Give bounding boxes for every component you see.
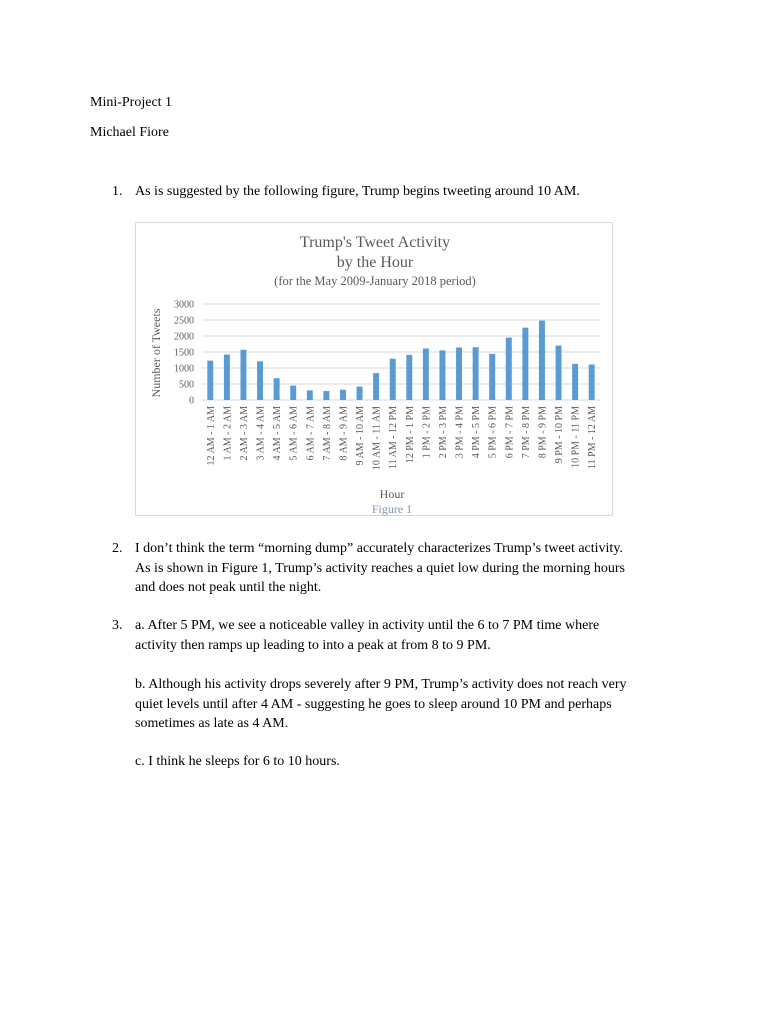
chart-x-tick-label: 3 PM - 4 PM: [454, 406, 466, 459]
item-2-number: 2.: [112, 541, 123, 556]
chart-bar: [439, 350, 445, 400]
item-3a-line: a. After 5 PM, we see a noticeable valley in activity until the 6 to 7 PM time where: [135, 618, 600, 633]
item-2-line: and does not peak until the night.: [135, 580, 322, 595]
chart-y-tick-label: 3000: [174, 299, 194, 311]
chart-y-tick-label: 2500: [174, 315, 194, 327]
chart-x-tick-label: 2 PM - 3 PM: [437, 406, 449, 459]
chart-title: Trump's Tweet Activity: [299, 234, 451, 251]
chart-bar: [207, 361, 213, 400]
chart-bar: [572, 364, 578, 400]
chart-bar: [489, 354, 495, 400]
item-1-text: [135, 182, 695, 202]
chart-y-tick-label: 500: [179, 379, 194, 391]
chart-x-tick-label: 12 AM - 1 AM: [205, 406, 217, 466]
chart-x-tick-label: 4 AM - 5 AM: [272, 406, 284, 461]
chart-x-tick-label: 2 AM - 3 AM: [238, 406, 250, 461]
chart-bar: [373, 373, 379, 400]
figure-1-chart: [135, 222, 613, 516]
chart-bar: [589, 364, 595, 400]
chart-x-tick-label: 3 AM - 4 AM: [255, 406, 267, 461]
chart-subtitle: (for the May 2009-January 2018 period): [274, 274, 476, 288]
item-2-line: I don’t think the term “morning dump” accurately characterizes Trump’s tweet activity.: [135, 541, 623, 556]
chart-bar: [506, 338, 512, 400]
chart-bar: [406, 355, 412, 400]
chart-x-tick-label: 6 PM - 7 PM: [504, 406, 516, 459]
chart-x-tick-label: 1 PM - 2 PM: [421, 406, 433, 459]
item-3b-line: quiet levels until after 4 AM - suggesting he goes to sleep around 10 PM and perhaps: [135, 696, 612, 712]
item-1-number: 1.: [112, 184, 123, 199]
chart-bar: [473, 347, 479, 400]
chart-bar: [456, 348, 462, 400]
item-3b-line: b. Although his activity drops severely after 9 PM, Trump’s activity does not reach very: [135, 677, 627, 692]
chart-x-tick-label: 7 PM - 8 PM: [520, 406, 532, 459]
chart-y-tick-label: 1000: [174, 363, 194, 375]
item-3c-text: [135, 752, 695, 772]
chart-bar: [224, 355, 230, 400]
chart-bar: [357, 387, 363, 400]
chart-x-tick-label: 4 PM - 5 PM: [471, 406, 483, 459]
chart-x-tick-label: 5 AM - 6 AM: [288, 406, 300, 461]
item-3a-text: [135, 616, 695, 655]
chart-x-axis-label: Hour: [379, 487, 405, 501]
chart-x-tick-label: 5 PM - 6 PM: [487, 406, 499, 459]
author-name: Michael Fiore: [90, 125, 169, 140]
chart-x-tick-label: 12 PM - 1 PM: [404, 406, 416, 464]
chart-y-tick-label: 2000: [174, 331, 194, 343]
chart-x-tick-label: 9 PM - 10 PM: [554, 406, 566, 464]
chart-bar: [307, 390, 313, 400]
chart-bar: [323, 391, 329, 400]
chart-bar: [340, 390, 346, 400]
figure-caption: Figure 1: [371, 502, 413, 516]
chart-x-tick-label: 8 PM - 9 PM: [537, 406, 549, 459]
chart-bar: [539, 321, 545, 400]
item-1-line: As is suggested by the following figure, Trump begins tweeting around 10 AM.: [135, 184, 580, 199]
chart-title-line2: by the Hour: [336, 254, 414, 271]
item-3a-line: activity then ramps up leading to into a peak at from 8 to 9 PM.: [135, 637, 491, 653]
item-2-line: As is shown in Figure 1, Trump’s activity reaches a quiet low during the morning hours: [135, 560, 625, 576]
chart-x-tick-label: 10 PM - 11 PM: [570, 406, 582, 468]
chart-bar: [390, 359, 396, 400]
chart-bar: [257, 361, 263, 400]
chart-y-tick-label: 1500: [174, 347, 194, 359]
chart-y-axis-label: Number of Tweets: [149, 308, 163, 398]
item-3b-text: [135, 675, 695, 734]
chart-x-tick-label: 9 AM - 10 AM: [355, 406, 367, 466]
chart-x-tick-label: 11 AM - 12 PM: [388, 406, 400, 469]
chart-svg: [136, 223, 614, 517]
chart-bar: [423, 348, 429, 400]
chart-bar: [274, 378, 280, 400]
chart-bar: [240, 350, 246, 400]
document-title: Mini-Project 1: [90, 95, 173, 110]
chart-y-tick-label: 0: [189, 395, 194, 407]
chart-x-tick-label: 10 AM - 11 AM: [371, 406, 383, 471]
chart-bar: [522, 328, 528, 400]
chart-plot-area: [174, 300, 600, 471]
chart-x-tick-label: 1 AM - 2 AM: [222, 406, 234, 461]
chart-bar: [290, 386, 296, 400]
item-2-text: [135, 539, 695, 598]
chart-x-tick-label: 6 AM - 7 AM: [305, 406, 317, 461]
chart-x-tick-label: 11 PM - 12 AM: [587, 406, 599, 469]
chart-bar: [556, 346, 562, 400]
item-3b-line: sometimes as late as 4 AM.: [135, 716, 289, 731]
chart-x-tick-label: 7 AM - 8 AM: [321, 406, 333, 461]
item-3-number: 3.: [112, 618, 123, 633]
chart-x-tick-label: 8 AM - 9 AM: [338, 406, 350, 461]
item-3c-line: c. I think he sleeps for 6 to 10 hours.: [135, 754, 340, 769]
